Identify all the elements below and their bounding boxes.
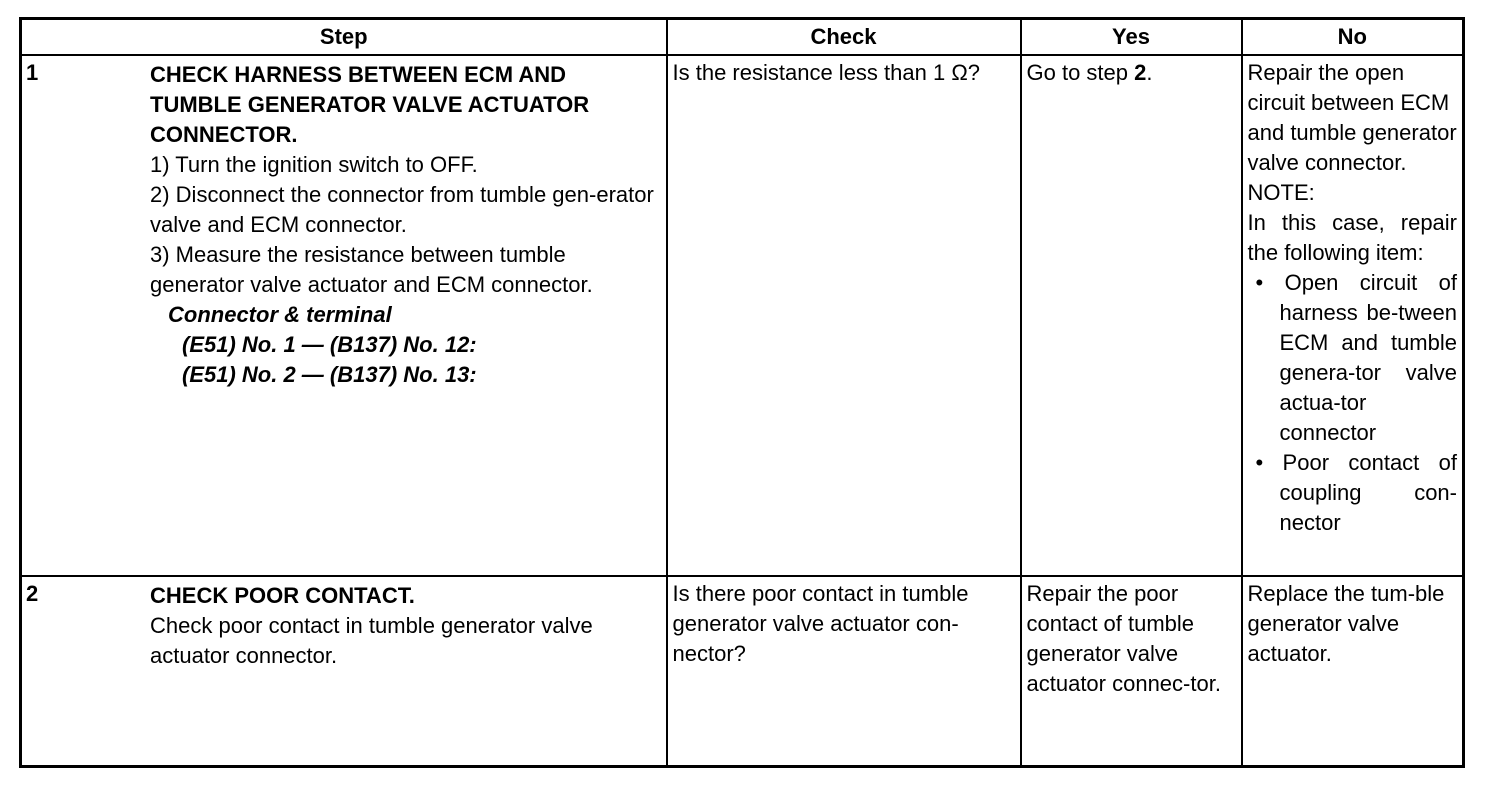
terminal-spec: (E51) No. 2 — (B137) No. 13:	[182, 362, 477, 387]
yes-cell	[1021, 55, 1242, 576]
no-action: Repair the open circuit between ECM and tumble generator valve connector.	[1247, 60, 1457, 175]
yes-action: Repair the poor contact of tumble generator valve actuator connec-tor.	[1026, 581, 1221, 696]
connector-label: Connector & terminal	[168, 302, 392, 327]
header-yes: Yes	[1021, 19, 1242, 56]
check-question: Is the resistance less than 1 Ω?	[672, 60, 980, 85]
no-cell	[1242, 576, 1464, 767]
note-bullet: • Poor contact of coupling con-nector	[1255, 450, 1457, 535]
step-number: 2	[26, 581, 39, 606]
header-step: Step	[21, 19, 667, 56]
table-row	[21, 55, 1464, 576]
yes-step-ref: 2	[1134, 60, 1147, 85]
no-action: Replace the tum-ble generator valve actuator.	[1247, 581, 1445, 666]
step-cell	[21, 55, 667, 576]
step-body: Check poor contact in tumble generator valve actuator connector.	[150, 613, 593, 668]
diagnostic-table	[19, 17, 1465, 768]
step-number: 1	[26, 60, 39, 85]
substep: 1) Turn the ignition switch to OFF.	[150, 152, 478, 177]
yes-cell	[1021, 576, 1242, 767]
note-text: In this case, repair the following item:	[1247, 210, 1457, 265]
header-check: Check	[667, 19, 1021, 56]
substep: 2) Disconnect the connector from tumble gen-erator valve and ECM connector.	[150, 182, 654, 237]
check-cell	[667, 55, 1021, 576]
yes-prefix: Go to step	[1026, 60, 1135, 85]
check-cell	[667, 576, 1021, 767]
terminal-spec: (E51) No. 1 — (B137) No. 12:	[182, 332, 477, 357]
step-cell	[21, 576, 667, 767]
header-row	[21, 19, 1464, 56]
check-question: Is there poor contact in tumble generator valve actuator con-nector?	[672, 581, 969, 666]
table-row	[21, 576, 1464, 767]
yes-suffix: .	[1146, 60, 1153, 85]
header-no: No	[1242, 19, 1464, 56]
step-title: CHECK POOR CONTACT.	[150, 583, 415, 608]
note-label: NOTE:	[1247, 180, 1315, 205]
step-title: CHECK HARNESS BETWEEN ECM AND TUMBLE GENERATOR VALVE ACTUATOR CONNECTOR.	[150, 62, 590, 147]
note-bullet: • Open circuit of harness be-tween ECM and tumble genera-tor valve actua-tor connector	[1255, 270, 1457, 445]
no-cell	[1242, 55, 1464, 576]
substep: 3) Measure the resistance between tumble generator valve actuator and ECM connector.	[150, 242, 593, 297]
